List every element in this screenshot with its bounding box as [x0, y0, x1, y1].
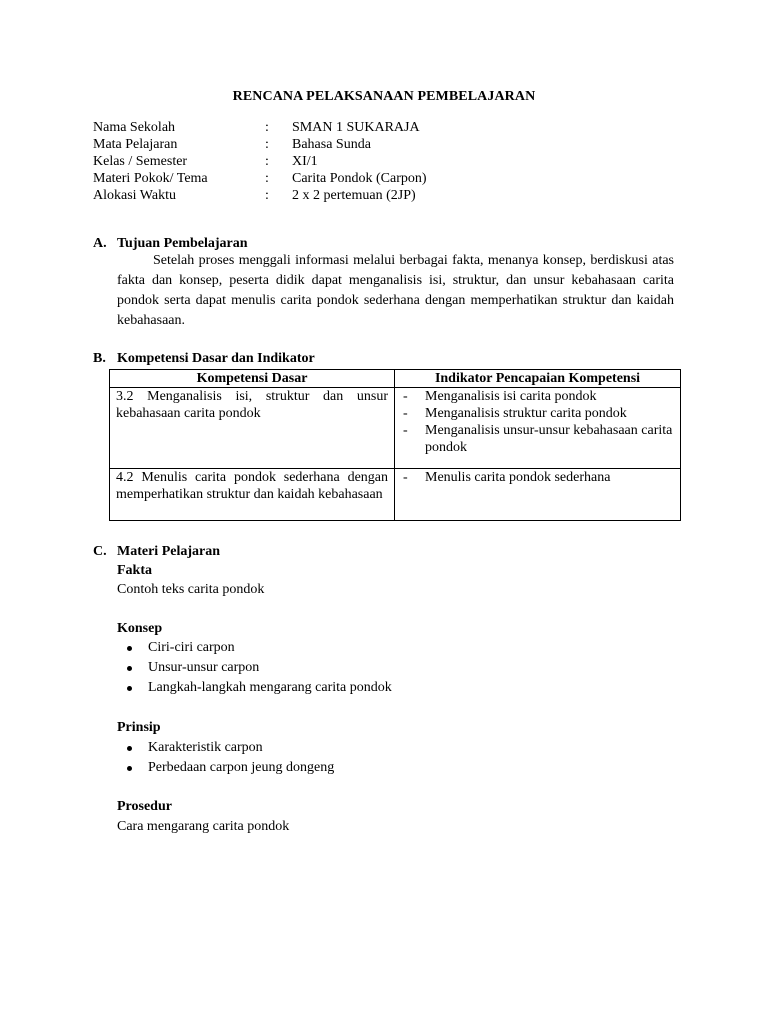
- bullet-icon: [127, 686, 132, 691]
- prosedur-block: [117, 798, 289, 835]
- column-header-kd: Kompetensi Dasar: [110, 370, 395, 388]
- fakta-block: [117, 562, 264, 598]
- identity-row: [93, 170, 427, 187]
- bullet-icon: [127, 646, 132, 651]
- list-item: [401, 405, 674, 422]
- objective-paragraph: [117, 251, 674, 331]
- identity-label: Alokasi Waktu: [93, 188, 176, 203]
- identity-row: [93, 136, 427, 153]
- section-b-heading: [93, 350, 315, 367]
- identity-table: [93, 119, 427, 204]
- indicator-text: Menulis carita pondok sederhana: [425, 470, 611, 485]
- list-item: [117, 738, 334, 758]
- fakta-heading: Fakta: [117, 563, 152, 578]
- section-letter: B.: [93, 351, 106, 366]
- dash-marker: -: [403, 470, 408, 485]
- table-header-row: [110, 370, 681, 388]
- identity-label: Mata Pelajaran: [93, 137, 178, 152]
- list-item: [117, 678, 392, 698]
- indicator-text: Menganalisis unsur-unsur kebahasaan carita pondok: [425, 423, 673, 455]
- identity-row: [93, 153, 427, 170]
- bullet-icon: [127, 766, 132, 771]
- list-item-text: Karakteristik carpon: [148, 740, 263, 755]
- identity-colon: :: [265, 154, 269, 169]
- indicator-cell: [395, 469, 681, 521]
- identity-value: XI/1: [292, 154, 318, 169]
- list-item-text: Perbedaan carpon jeung dongeng: [148, 760, 335, 775]
- list-item: [401, 388, 674, 405]
- section-letter: C.: [93, 544, 107, 559]
- prosedur-heading: Prosedur: [117, 799, 172, 814]
- identity-value: Bahasa Sunda: [292, 137, 371, 152]
- prinsip-block: [117, 719, 334, 778]
- identity-label: Nama Sekolah: [93, 120, 176, 135]
- identity-colon: :: [265, 188, 269, 203]
- konsep-block: [117, 620, 392, 698]
- identity-row: [93, 187, 427, 204]
- bullet-icon: [127, 746, 132, 751]
- dash-marker: -: [403, 406, 408, 421]
- indicator-text: Menganalisis isi carita pondok: [425, 389, 597, 404]
- section-title: Tujuan Pembelajaran: [117, 236, 248, 251]
- section-title: Kompetensi Dasar dan Indikator: [117, 351, 315, 366]
- konsep-heading: Konsep: [117, 621, 163, 636]
- identity-colon: :: [265, 137, 269, 152]
- konsep-list: [117, 638, 392, 698]
- document-title: RENCANA PELAKSANAAN PEMBELAJARAN: [232, 89, 536, 104]
- dash-marker: -: [403, 389, 408, 404]
- identity-value: Carita Pondok (Carpon): [292, 171, 427, 186]
- identity-row: [93, 119, 427, 136]
- dash-marker: -: [403, 423, 408, 438]
- identity-value: 2 x 2 pertemuan (2JP): [292, 188, 416, 203]
- list-item: [117, 658, 392, 678]
- section-title: Materi Pelajaran: [117, 544, 221, 559]
- identity-value: SMAN 1 SUKARAJA: [292, 120, 420, 135]
- identity-label: Kelas / Semester: [93, 154, 188, 169]
- section-letter: A.: [93, 236, 107, 251]
- indicator-list: [401, 388, 674, 456]
- list-item: [401, 422, 674, 456]
- indicator-list: [401, 469, 674, 486]
- identity-colon: :: [265, 120, 269, 135]
- indicator-text: Menganalisis struktur carita pondok: [425, 406, 627, 421]
- kd-cell: 3.2 Menganalisis isi, struktur dan unsur kebahasaan carita pondok: [110, 388, 395, 469]
- indicator-cell: [395, 388, 681, 469]
- objective-text: Setelah proses menggali informasi melalui berbagai fakta, menanya konsep, berdiskusi atas fakta dan konsep, peserta didik dapat menganalisis isi, struktur, dan unsur kebahasaan carita pondok serta dapat menulis carita pondok sederhana dengan memperhatikan struktur dan kaidah kebahasaan.: [117, 253, 674, 328]
- list-item: [117, 638, 392, 658]
- prinsip-heading: Prinsip: [117, 720, 161, 735]
- bullet-icon: [127, 666, 132, 671]
- list-item-text: Ciri-ciri carpon: [148, 640, 235, 655]
- table-row: [110, 469, 681, 521]
- list-item-text: Langkah-langkah mengarang carita pondok: [148, 680, 392, 695]
- identity-label: Materi Pokok/ Tema: [93, 171, 208, 186]
- column-header-indicator: Indikator Pencapaian Kompetensi: [395, 370, 681, 388]
- competency-table: [109, 369, 681, 521]
- fakta-text: Contoh teks carita pondok: [117, 582, 265, 597]
- identity-colon: :: [265, 171, 269, 186]
- prosedur-text: Cara mengarang carita pondok: [117, 819, 290, 834]
- list-item: [401, 469, 674, 486]
- section-a-heading: [93, 235, 248, 252]
- list-item-text: Unsur-unsur carpon: [148, 660, 260, 675]
- list-item: [117, 758, 334, 778]
- prinsip-list: [117, 738, 334, 778]
- section-c-heading: [93, 543, 220, 560]
- kd-cell: 4.2 Menulis carita pondok sederhana dengan memperhatikan struktur dan kaidah kebahasaan: [110, 469, 395, 521]
- table-row: [110, 388, 681, 469]
